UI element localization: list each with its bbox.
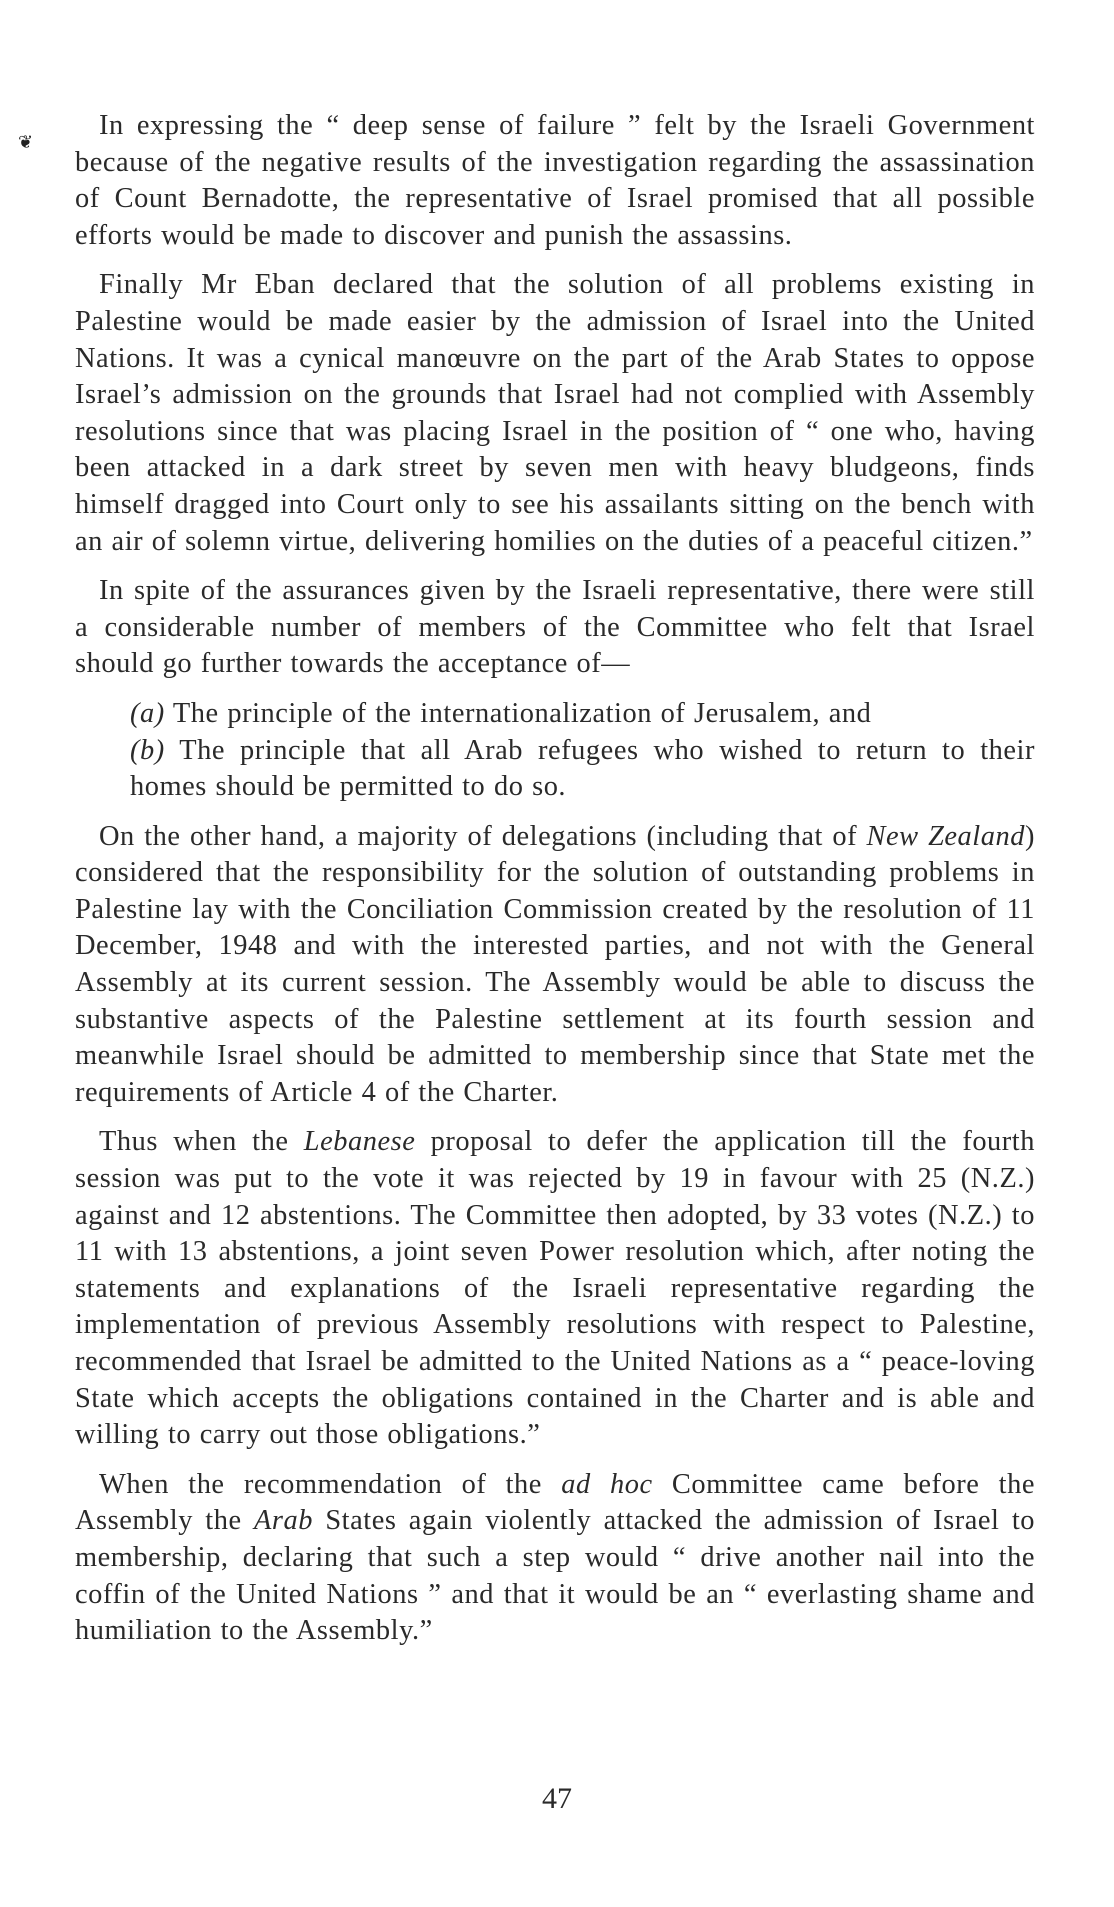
- list-text-b: The principle that all Arab refugees who wished to return to their homes should be permitted to do so.: [130, 734, 1035, 803]
- acceptance-list: [75, 696, 1035, 806]
- p6-italic-ad-hoc: ad hoc: [561, 1468, 653, 1500]
- p4-text-before: On the other hand, a majority of delegations (including that of: [99, 820, 867, 852]
- p6-italic-arab: Arab: [254, 1505, 313, 1537]
- list-item-b: [130, 733, 1035, 806]
- p6-text-before: When the recommendation of the: [99, 1468, 562, 1500]
- list-text-a: The principle of the internationalization of Jerusalem, and: [172, 697, 872, 729]
- p6-text-middle: Committee came before the Assembly the: [75, 1468, 1035, 1537]
- document-body: [75, 108, 1035, 1663]
- paragraph-majority-delegations: [75, 819, 1035, 1112]
- paragraph-failure-investigation: In expressing the “ deep sense of failure ” felt by the Israeli Government because of the negative results of the investigation regarding the assassination of Count Bernadotte, the representative of Israel promised that all possible efforts would be made to discover and punish the assassins.: [75, 110, 1035, 251]
- paragraph-lebanese-proposal: [75, 1124, 1035, 1453]
- margin-mark: ❦: [18, 132, 34, 153]
- p5-italic-lebanese: Lebanese: [303, 1126, 416, 1158]
- paragraph-assembly-recommendation: [75, 1467, 1035, 1650]
- p4-italic-new-zealand: New Zealand: [866, 820, 1025, 852]
- list-marker-a: (a): [130, 697, 165, 729]
- page-number: 47: [542, 1782, 572, 1815]
- p6-text-after: States again violently attacked the admission of Israel to membership, declaring that such a step would “ drive another nail into the coffin of the United Nations ” and that it would be an “ everlasting shame and humiliation to the Assembly.”: [75, 1505, 1035, 1647]
- p5-text-before: Thus when the: [99, 1126, 304, 1158]
- list-item-a: [75, 696, 1035, 733]
- paragraph-eban-declaration: Finally Mr Eban declared that the solution of all problems existing in Palestine would be made easier by the admission of Israel into the United Nations. It was a cynical manœuvre on the part of the Arab States to oppose Israel’s admission on the grounds that Israel had not complied with Assembly resolutions since that was placing Israel in the position of “ one who, having been attacked in a dark street by seven men with heavy bludgeons, finds himself dragged into Court only to see his assailants sitting on the bench with an air of solemn virtue, delivering homilies on the duties of a peaceful citizen.”: [75, 269, 1035, 557]
- p5-text-after: proposal to defer the application till the fourth session was put to the vote it was rejected by 19 in favour with 25 (N.Z.) against and 12 abstentions. The Committee then adopted, by 33 votes (N.Z.) to 11 with 13 abstentions, a joint seven Power resolution which, after noting the statements and explanations of the Israeli representative regarding the implementation of previous Assembly resolutions with respect to Palestine, recommended that Israel be admitted to the United Nations as a “ peace-loving State which accepts the obligations contained in the Charter and is able and willing to carry out those obligations.”: [75, 1126, 1035, 1451]
- paragraph-assurances: In spite of the assurances given by the Israeli representative, there were still a considerable number of members of the Committee who felt that Israel should go further towards the acceptance of—: [75, 575, 1035, 680]
- list-marker-b: (b): [130, 734, 165, 766]
- p4-text-after: ) considered that the responsibility for the solution of outstanding problems in Palestine lay with the Conciliation Commission created by the resolution of 11 December, 1948 and with the interested parties, and not with the General Assembly at its current session. The Assembly would be able to discuss the substantive aspects of the Palestine settlement at its fourth session and meanwhile Israel should be admitted to membership since that State met the requirements of Article 4 of the Charter.: [75, 820, 1035, 1108]
